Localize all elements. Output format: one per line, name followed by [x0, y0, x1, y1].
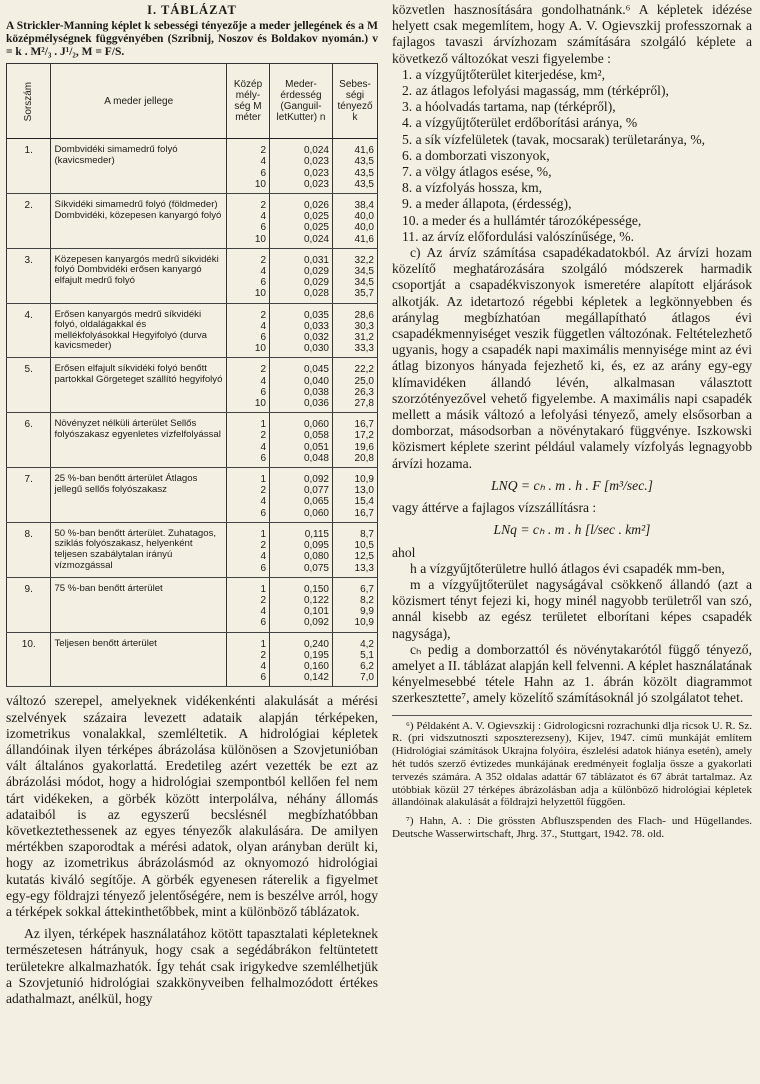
roughness-value: 0,032 — [303, 332, 329, 344]
depth-value: 2 — [260, 254, 266, 266]
roughness-value: 0,122 — [303, 594, 329, 606]
velocity-value: 6,7 — [360, 583, 374, 595]
depth-value: 4 — [260, 496, 266, 508]
list-item: 11. az árvíz előfordulási valószínűsége, %. — [402, 228, 635, 244]
depth-value: 2 — [260, 485, 266, 497]
roughness-value: 0,038 — [303, 386, 329, 398]
row-number: 5. — [7, 358, 51, 413]
left-paragraph-2: Az ilyen, térképek használatához kötött tapasztalati képleteknek természetesen hátrányuk, hogy csak a segédábrákon feltüntetett területekre alkalmazhatók. Így tehát csak irigykedve szemlélhetjük a Szovjetunió hidrológiai szakkönyveiben felhalmozódott értékes adathalmazt, anélkül, hogy — [6, 926, 378, 1006]
roughness-value: 0,026 — [303, 200, 329, 212]
row-description: 75 %-ban benőtt árterület — [51, 577, 227, 632]
row-roughness — [270, 358, 333, 413]
depth-value: 4 — [260, 441, 266, 453]
depth-value: 4 — [260, 156, 266, 168]
velocity-value: 38,4 — [354, 200, 374, 212]
footnote-6: ⁶) Példaként A. V. Ogievszkij : Gidrologicsni rozrachunki dlja ricsok U. R. Sz. R. (pri vidszutnoszti szposzterezseny), Kijev, 1947. című munkáját említem (Hidrológiai számítások Ukrajna folyóira, észlelési adatok hiánya esetén), amely hét tudós szerző évtizedes munkájának eredményeit foglalja össze a gyakorlati tervezés számára. A 352 oldalas adattár 67 táblázatot és 67 ábrát tartalmaz. Az utóbbiak közül 27 térképes ábrázolásban adja a különböző hidrológiai képletek állandóinak alakulását a földrajzi helyzettől függően. — [392, 719, 752, 809]
velocity-value: 4,2 — [360, 638, 374, 650]
depth-value: 6 — [260, 672, 266, 684]
header-sorszam: Sorszám — [7, 64, 51, 139]
roughness-value: 0,030 — [303, 343, 329, 355]
depth-value: 1 — [260, 474, 266, 486]
roughness-value: 0,092 — [303, 474, 329, 486]
row-depth — [227, 413, 270, 468]
velocity-value: 12,5 — [354, 551, 374, 563]
velocity-value: 41,6 — [354, 233, 374, 245]
row-velocity — [333, 139, 378, 194]
row-depth — [227, 303, 270, 358]
list-item: 5. a sík vízfelületek (tavak, mocsarak) területaránya, %, — [402, 131, 706, 147]
roughness-value: 0,024 — [303, 233, 329, 245]
row-depth — [227, 522, 270, 577]
depth-value: 4 — [260, 660, 266, 672]
velocity-value: 32,2 — [354, 254, 374, 266]
depth-value: 10 — [254, 343, 266, 355]
left-paragraph-1: változó szerepel, amelyeknek vidékenkénti alakulását a mérési szelvények százaira levezett adataik alapján térképeken, izometrikus vonalakkal, szemléltetik. A hidrológiai képletek állandóinak ilyen térképes ábrázolása különösen a Szovjetunióban vált általános gyakorlattá. Eredetileg azért vezették be ezt az ábrázolási módot, hogy a hidrológiai szempontból kellően fel nem tárt vidékeken, a görbék között interpolálva, néhány állomás adataiból is az egyszerű becslésnél megbízhatóbban következtethessenek az egyes tényezők alakulására. De amilyen mértékben szaporodtak a mérési adatok, olyan arányban derült ki, hogy az izometrikus ábrázolásmód az oknyomozó hidrológiai kutatás kiváló segítője. A görbék egyenesen ráterelik a figyelmet egy-egy földrajzi tényező jelentőségére, nem is beszélve arról, hogy a térképek sokkal áttekinthetőbbek, mint a különböző táblázatok. — [6, 693, 378, 919]
row-velocity — [333, 248, 378, 303]
velocity-value: 27,8 — [354, 398, 374, 410]
roughness-value: 0,029 — [303, 277, 329, 289]
row-roughness — [270, 522, 333, 577]
velocity-value: 43,5 — [354, 156, 374, 168]
row-description: Közepesen kanyargós medrű síkvidéki folyó Dombvidéki erősen kanyargó elfajult medrű folyó — [51, 248, 227, 303]
row-number: 4. — [7, 303, 51, 358]
velocity-value: 34,5 — [354, 266, 374, 278]
row-depth — [227, 194, 270, 249]
right-paragraph-1: közvetlen hasznosítására gondolhatnánk.⁶ A képletek idézése helyett csak megemlítem, hogy A. V. Ogievszkij professzornak a fajlagos tavaszi árvízhozam számítására szolgáló képlete a következő változókat veszi figyelembe : — [392, 2, 752, 66]
depth-value: 2 — [260, 430, 266, 442]
velocity-value: 20,8 — [354, 452, 374, 464]
row-description: 25 %-ban benőtt árterület Átlagos jellegű sellős folyószakasz — [51, 468, 227, 523]
depth-value: 6 — [260, 562, 266, 574]
roughness-value: 0,060 — [303, 507, 329, 519]
table-row — [7, 139, 378, 194]
velocity-value: 40,0 — [354, 222, 374, 234]
roughness-value: 0,101 — [303, 606, 329, 618]
depth-value: 6 — [260, 507, 266, 519]
velocity-value: 30,3 — [354, 320, 374, 332]
header-kozep: Közép mély- ség M méter — [227, 64, 270, 139]
row-number: 7. — [7, 468, 51, 523]
row-depth — [227, 468, 270, 523]
depth-value: 4 — [260, 211, 266, 223]
roughness-value: 0,045 — [303, 364, 329, 376]
header-jelleg: A meder jellege — [51, 64, 227, 139]
table-row — [7, 522, 378, 577]
row-depth — [227, 248, 270, 303]
data-table — [6, 63, 378, 687]
formula-lnq-total: LNQ = cₕ . m . h . F [m³/sec.] — [491, 477, 653, 493]
row-velocity — [333, 468, 378, 523]
roughness-value: 0,048 — [303, 452, 329, 464]
roughness-value: 0,028 — [303, 288, 329, 300]
left-column — [6, 2, 378, 1007]
velocity-value: 25,0 — [354, 375, 374, 387]
roughness-value: 0,025 — [303, 211, 329, 223]
row-velocity — [333, 303, 378, 358]
velocity-value: 41,6 — [354, 145, 374, 157]
depth-value: 10 — [254, 288, 266, 300]
velocity-value: 7,0 — [360, 672, 374, 684]
row-roughness — [270, 194, 333, 249]
variable-list — [392, 67, 752, 245]
depth-value: 2 — [260, 649, 266, 661]
roughness-value: 0,060 — [303, 419, 329, 431]
definition-m: m a vízgyűjtőterület nagyságával csökkenő állandó (azt a közismert tényt fejezi ki, hogy minél nagyobb területről van szó, annál kisebb az egész területet elborítani képes csapadék nagysága), — [392, 576, 752, 641]
row-number: 1. — [7, 139, 51, 194]
row-description: 50 %-ban benőtt árterület. Zuhatagos, sziklás folyószakasz, helyenként teljesen szabálytalan irányú vízmozgással — [51, 522, 227, 577]
depth-value: 4 — [260, 266, 266, 278]
depth-value: 2 — [260, 200, 266, 212]
row-roughness — [270, 139, 333, 194]
velocity-value: 16,7 — [354, 419, 374, 431]
roughness-value: 0,035 — [303, 309, 329, 321]
depth-value: 6 — [260, 167, 266, 179]
row-depth — [227, 632, 270, 687]
left-text — [6, 693, 378, 1007]
velocity-value: 34,5 — [354, 277, 374, 289]
velocity-value: 28,6 — [354, 309, 374, 321]
velocity-value: 43,5 — [354, 167, 374, 179]
roughness-value: 0,025 — [303, 222, 329, 234]
row-number: 3. — [7, 248, 51, 303]
table-title: I. TÁBLÁZAT — [147, 3, 237, 17]
table-row — [7, 194, 378, 249]
velocity-value: 26,3 — [354, 386, 374, 398]
list-item: 4. a vízgyűjtőterület erdőborítási aránya, % — [402, 115, 638, 131]
roughness-value: 0,040 — [303, 375, 329, 387]
depth-value: 2 — [260, 594, 266, 606]
header-sebessegi: Sebes- ségi tényező k — [333, 64, 378, 139]
table-row — [7, 413, 378, 468]
list-item: 2. az átlagos lefolyási magasság, mm (térképről), — [402, 83, 669, 99]
row-number: 8. — [7, 522, 51, 577]
roughness-value: 0,240 — [303, 638, 329, 650]
table-row — [7, 468, 378, 523]
velocity-value: 33,3 — [354, 343, 374, 355]
list-item: 10. a meder és a hullámtér tározóképessége, — [402, 212, 642, 228]
roughness-value: 0,031 — [303, 254, 329, 266]
roughness-value: 0,029 — [303, 266, 329, 278]
table-row — [7, 358, 378, 413]
roughness-value: 0,065 — [303, 496, 329, 508]
row-roughness — [270, 248, 333, 303]
velocity-value: 6,2 — [360, 660, 374, 672]
velocity-value: 31,2 — [354, 332, 374, 344]
row-number: 9. — [7, 577, 51, 632]
list-item: 1. a vízgyűjtőterület kiterjedése, km², — [402, 66, 606, 82]
depth-value: 2 — [260, 364, 266, 376]
row-description: Dombvidéki simamedrű folyó (kavicsmeder) — [51, 139, 227, 194]
depth-value: 10 — [254, 398, 266, 410]
definition-h: h a vízgyűjtőterületre hulló átlagos évi csapadék mm-ben, — [410, 560, 725, 576]
depth-value: 10 — [254, 178, 266, 190]
roughness-value: 0,160 — [303, 660, 329, 672]
footnote-7: ⁷) Hahn, A. : Die grössten Abfluszspenden des Flach- und Hügellandes. Deutsche Wasserwirtschaft, Jhrg. 37., Stuttgart, 1942. 78. old. — [392, 815, 752, 840]
roughness-value: 0,075 — [303, 562, 329, 574]
velocity-value: 19,6 — [354, 441, 374, 453]
row-description: Növényzet nélküli árterület Sellős folyószakasz egyenletes vízfelfolyással — [51, 413, 227, 468]
row-velocity — [333, 413, 378, 468]
roughness-value: 0,058 — [303, 430, 329, 442]
velocity-value: 35,7 — [354, 288, 374, 300]
depth-value: 2 — [260, 309, 266, 321]
depth-value: 1 — [260, 638, 266, 650]
velocity-value: 8,2 — [360, 594, 374, 606]
row-velocity — [333, 522, 378, 577]
velocity-value: 22,2 — [354, 364, 374, 376]
row-roughness — [270, 303, 333, 358]
depth-value: 6 — [260, 617, 266, 629]
row-roughness — [270, 577, 333, 632]
row-velocity — [333, 194, 378, 249]
row-number: 2. — [7, 194, 51, 249]
ahol-label: ahol — [392, 544, 416, 560]
definition-c: cₕ pedig a domborzattól és növénytakarótól függő tényező, amelyet a II. táblázat alapján kell felvenni. A képlet használatának kényelmesebbé tétele Hahn az 1. ábrán közölt diagrammot szerkesztette⁷, amely közelítő számításoknál jó szolgálatot tehet. — [392, 641, 752, 706]
depth-value: 1 — [260, 528, 266, 540]
roughness-value: 0,036 — [303, 398, 329, 410]
roughness-value: 0,115 — [304, 528, 329, 540]
table-body — [7, 139, 378, 687]
row-number: 10. — [7, 632, 51, 687]
depth-value: 6 — [260, 332, 266, 344]
table-row — [7, 248, 378, 303]
velocity-value: 13,0 — [354, 485, 374, 497]
row-description: Erősen kanyargós medrű síkvidéki folyó, oldalágakkal és mellékfolyásokkal Hegyifolyó (durva kavicsmeder) — [51, 303, 227, 358]
list-item: 9. a meder állapota, (érdesség), — [402, 196, 572, 212]
velocity-value: 40,0 — [354, 211, 374, 223]
depth-value: 4 — [260, 551, 266, 563]
row-description: Teljesen benőtt árterület — [51, 632, 227, 687]
roughness-value: 0,077 — [303, 485, 329, 497]
table-caption: A Strickler-Manning képlet k sebességi tényezője a meder jellegének és a M középmélységnek függvényében (Szribnij, Noszov és Boldakov nyomán.) v = k . M²/₃ . J¹/₂, M = F/S. — [6, 20, 378, 59]
depth-value: 1 — [260, 583, 266, 595]
table-row — [7, 632, 378, 687]
velocity-value: 15,4 — [354, 496, 374, 508]
header-erdesseg: Meder- érdesség (Ganguil- letKutter) n — [270, 64, 333, 139]
list-item: 3. a hóolvadás tartama, nap (térképről), — [402, 99, 616, 115]
velocity-value: 10,9 — [354, 474, 374, 486]
depth-value: 4 — [260, 606, 266, 618]
row-description: Síkvidéki simamedrű folyó (földmeder) Dombvidéki, közepesen kanyargó folyó — [51, 194, 227, 249]
roughness-value: 0,150 — [303, 583, 329, 595]
velocity-value: 13,3 — [354, 562, 374, 574]
row-depth — [227, 139, 270, 194]
row-velocity — [333, 577, 378, 632]
roughness-value: 0,095 — [303, 540, 329, 552]
roughness-value: 0,023 — [303, 178, 329, 190]
roughness-value: 0,195 — [303, 649, 329, 661]
depth-value: 4 — [260, 375, 266, 387]
row-depth — [227, 577, 270, 632]
table-row — [7, 577, 378, 632]
velocity-value: 17,2 — [354, 430, 374, 442]
velocity-value: 10,9 — [354, 617, 374, 629]
list-item: 8. a vízfolyás hossza, km, — [402, 180, 543, 196]
list-item: 7. a völgy átlagos esése, %, — [402, 164, 552, 180]
depth-value: 6 — [260, 277, 266, 289]
footnotes — [392, 715, 752, 841]
table-header-row — [7, 64, 378, 139]
roughness-value: 0,092 — [303, 617, 329, 629]
velocity-value: 43,5 — [354, 178, 374, 190]
roughness-value: 0,023 — [303, 167, 329, 179]
roughness-value: 0,142 — [303, 672, 329, 684]
row-depth — [227, 358, 270, 413]
velocity-value: 5,1 — [360, 649, 374, 661]
roughness-value: 0,051 — [303, 441, 329, 453]
right-paragraph-3: vagy áttérve a fajlagos vízszállításra : — [392, 500, 597, 516]
depth-value: 2 — [260, 145, 266, 157]
depth-value: 6 — [260, 386, 266, 398]
row-roughness — [270, 413, 333, 468]
list-item: 6. a domborzati viszonyok, — [402, 147, 550, 163]
row-roughness — [270, 632, 333, 687]
row-velocity — [333, 358, 378, 413]
formula-lnq-specific: LNq = cₕ . m . h [l/sec . km²] — [493, 522, 651, 538]
right-column — [392, 2, 752, 847]
depth-value: 1 — [260, 419, 266, 431]
right-paragraph-2: c) Az árvíz számítása csapadékadatokból. Az árvízi hozam közelítő meghatározására szolgáló módszerek harmadik csoportját a csapadékviszonyok ismeretére alapított eljárások alkotják. Az idetartozó régebbi képletek a legkönnyebben és aránylag megbízhatóan megállapítható átlagos évi csapadékmennyiséget veszik független változónak. Feltételezhető ugyanis, hogy a csapadék napi maximális mennyisége mint az évi átlag bizonyos hányada fejezhető ki, és, ez az arány egy-egy klímavidéken állandó lévén, alkalmasan választott szorzótényezővel vehető figyelembe. A maximális napi csapadék mellett a másik változó a lefolyási tényező, amely elsősorban a domborzat, másodsorban a növénytakaró függvénye. Iszkowski közismert képlete szerint például valamely vízfolyás legnagyobb árvízi hozama. — [392, 245, 752, 471]
roughness-value: 0,024 — [303, 145, 329, 157]
velocity-value: 8,7 — [360, 528, 374, 540]
depth-value: 10 — [254, 233, 266, 245]
velocity-value: 16,7 — [354, 507, 374, 519]
roughness-value: 0,080 — [303, 551, 329, 563]
depth-value: 2 — [260, 540, 266, 552]
velocity-value: 9,9 — [360, 606, 374, 618]
velocity-value: 10,5 — [354, 540, 374, 552]
table-row — [7, 303, 378, 358]
row-roughness — [270, 468, 333, 523]
row-velocity — [333, 632, 378, 687]
depth-value: 6 — [260, 452, 266, 464]
roughness-value: 0,023 — [303, 156, 329, 168]
roughness-value: 0,033 — [303, 320, 329, 332]
depth-value: 4 — [260, 320, 266, 332]
row-description: Erősen elfajult síkvidéki folyó benőtt partokkal Görgeteget szállító hegyifolyó — [51, 358, 227, 413]
depth-value: 6 — [260, 222, 266, 234]
row-number: 6. — [7, 413, 51, 468]
